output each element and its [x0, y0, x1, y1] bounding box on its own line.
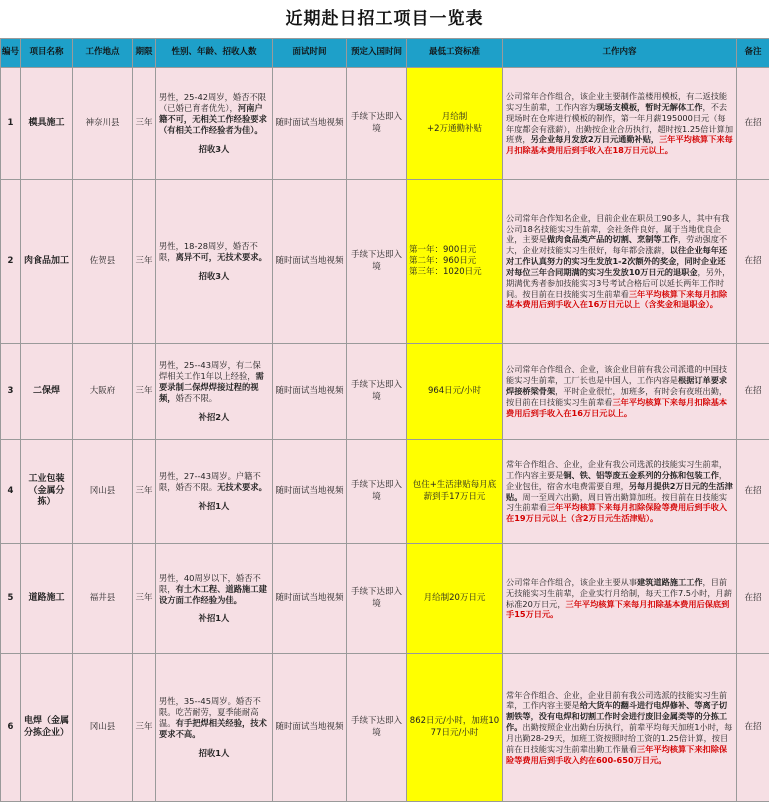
row-requirements: 男性，18-28周岁，婚否不限，离异不可，无技术要求。 招收3人: [156, 180, 273, 344]
row-interview: 随时面试当地视频: [273, 544, 347, 654]
row-note: 在招: [737, 544, 769, 654]
row-term: 三年: [133, 544, 156, 654]
row-term: 三年: [133, 180, 156, 344]
row-no: 2: [1, 180, 21, 344]
row-name: 肉食品加工: [21, 180, 73, 344]
page-title: 近期赴日招工项目一览表: [0, 0, 769, 38]
table-row: [1, 544, 769, 654]
row-content: 公司常年合作组合，该企业主要制作盖楼用模板，有二返技能实习生前辈，工作内容为现场支模板，暂时无解体工作，不去现场时在仓库进行模板的制作，第一年月薪195000日元（每年度都会有涨薪），出勤按企业合历执行，超时按1.25倍计算加班费，另企业每月发放2万日元通勤补贴，三年平均核算下来每月扣除基本费用后到手收入在18万日元以上。: [503, 68, 737, 180]
row-entry: 手续下达即入境: [347, 68, 407, 180]
row-no: 1: [1, 68, 21, 180]
row-term: 三年: [133, 68, 156, 180]
row-salary: 月给制20万日元: [407, 544, 503, 654]
row-location: 福井县: [73, 544, 133, 654]
row-entry: 手续下达即入境: [347, 344, 407, 440]
row-entry: 手续下达即入境: [347, 440, 407, 544]
row-content: 公司常年合作组合，该企业主要从事建筑道路施工工作，目前无技能实习生前辈，企业实行月给制，每天工作7.5小时，月薪标准20万日元，三年平均核算下来每月扣除基本费用后保底到手15万日元。: [503, 544, 737, 654]
row-entry: 手续下达即入境: [347, 180, 407, 344]
header-note: 备注: [737, 39, 769, 68]
row-no: 3: [1, 344, 21, 440]
header-location: 工作地点: [73, 39, 133, 68]
row-note: 在招: [737, 654, 769, 802]
row-interview: 随时面试当地视频: [273, 440, 347, 544]
row-entry: 手续下达即入境: [347, 544, 407, 654]
row-salary: 862日元/小时，加班1077日元/小时: [407, 654, 503, 802]
table-row: [1, 344, 769, 440]
row-content: 常年合作组合、企业，企业目前有我公司选派的技能实习生前辈，工作内容主要是给大货车的翻斗进行电焊修补、等离子切割铁等，没有电焊和切割工作时会进行废旧金属类等的分拣工作。出勤按照企业出勤台历执行，前辈平均每天加班1小时，每月出勤28-29天，加班工资按照时给工资的1.25倍计算，按目前在日技能实习生前辈出勤工作量看三年平均核算下来扣除保险等费用后到手收入约在600-650万日元。: [503, 654, 737, 802]
table-row: [1, 180, 769, 344]
row-requirements: 男性，25-42周岁，婚否不限（已婚已育者优先），河南户籍不可，无相关工作经验要求（有相关工作经验者为佳）。 招收3人: [156, 68, 273, 180]
header-name: 项目名称: [21, 39, 73, 68]
row-term: 三年: [133, 440, 156, 544]
header-salary: 最低工资标准: [407, 39, 503, 68]
row-name: 二保焊: [21, 344, 73, 440]
table-header-row: [1, 39, 769, 68]
row-name: 模具施工: [21, 68, 73, 180]
row-interview: 随时面试当地视频: [273, 654, 347, 802]
row-content: 公司常年合作知名企业，目前企业在职员工90多人，其中有我公司18名技能实习生前辈，会社条件良好，属于当地优良企业，主要是做肉食品类产品的切割、烹制等工作，劳动强度不大，企业对技能实习生很好，每年都会涨薪，以往企业每年还对工作认真努力的实习生发放1-2次额外的奖金，同时企业还对每位三年合同期满的实习生发放10万日元的退职金，另外，期满优秀者参加技能实习3号考试合格后可以延长两年工作时间。按目前在日技能实习生前辈看三年平均核算下来每月扣除基本费用后到手收入在16万日元以上（含奖金和退职金）。: [503, 180, 737, 344]
table-row: [1, 68, 769, 180]
row-name: 电焊（金属分拣企业）: [21, 654, 73, 802]
recruitment-table: [0, 38, 769, 802]
header-content: 工作内容: [503, 39, 737, 68]
row-no: 5: [1, 544, 21, 654]
row-term: 三年: [133, 344, 156, 440]
row-requirements: 男性，27--43周岁。户籍不限，婚否不限。无技术要求。 补招1人: [156, 440, 273, 544]
row-term: 三年: [133, 654, 156, 802]
row-interview: 随时面试当地视频: [273, 344, 347, 440]
row-salary: 第一年：900日元 第二年：960日元 第三年：1020日元: [407, 180, 503, 344]
row-entry: 手续下达即入境: [347, 654, 407, 802]
row-name: 道路施工: [21, 544, 73, 654]
row-note: 在招: [737, 68, 769, 180]
row-location: 冈山县: [73, 654, 133, 802]
row-location: 大阪府: [73, 344, 133, 440]
row-content: 常年合作组合、企业，企业有我公司选派的技能实习生前辈，工作内容主要是铜、铁、铝等废五金系列的分拣和包装工作，企业包住，宿舍水电费需要自理，另每月提供2万日元的生活津贴。周一至周六出勤，周日皆出勤算加班。按目前在日技能实习生前辈看三年平均核算下来每月扣除保险等费用后到手收入在19万日元以上（含2万日元生活津贴）。: [503, 440, 737, 544]
table-row: [1, 440, 769, 544]
row-no: 4: [1, 440, 21, 544]
row-requirements: 男性，35--45周岁。婚否不限。吃苦耐劳，夏季能耐高温。有手把焊相关经验，技术要求不高。 招收1人: [156, 654, 273, 802]
row-no: 6: [1, 654, 21, 802]
header-requirements: 性别、年龄、招收人数: [156, 39, 273, 68]
row-salary: 包住+生活津贴每月底薪到手17万日元: [407, 440, 503, 544]
row-note: 在招: [737, 180, 769, 344]
row-location: 佐贺县: [73, 180, 133, 344]
header-interview: 面试时间: [273, 39, 347, 68]
table-row: [1, 654, 769, 802]
header-no: 编号: [1, 39, 21, 68]
row-location: 冈山县: [73, 440, 133, 544]
row-note: 在招: [737, 440, 769, 544]
header-entry: 预定入国时间: [347, 39, 407, 68]
row-note: 在招: [737, 344, 769, 440]
row-name: 工业包装（金属分拣）: [21, 440, 73, 544]
row-requirements: 男性，40周岁以下，婚否不限，有土木工程、道路施工建设方面工作经验为佳。 补招1人: [156, 544, 273, 654]
header-term: 期限: [133, 39, 156, 68]
row-content: 公司常年合作组合、企业，该企业目前有我公司派遣的中国技能实习生前辈，工厂长也是中国人，工作内容是根据订单要求焊接桥梁骨架，平时企业很忙，加班多，有时会有夜班出勤，按目前在日技能实习生前辈看三年平均核算下来每月扣除基本费用后到手收入在16万日元以上。: [503, 344, 737, 440]
row-interview: 随时面试当地视频: [273, 180, 347, 344]
row-location: 神奈川县: [73, 68, 133, 180]
row-interview: 随时面试当地视频: [273, 68, 347, 180]
row-requirements: 男性，25--43周岁，有二保焊相关工作1年以上经验，需要录制二保焊焊接过程的视频，婚否不限。 补招2人: [156, 344, 273, 440]
row-salary: 964日元/小时: [407, 344, 503, 440]
row-salary: 月给制 +2万通勤补贴: [407, 68, 503, 180]
